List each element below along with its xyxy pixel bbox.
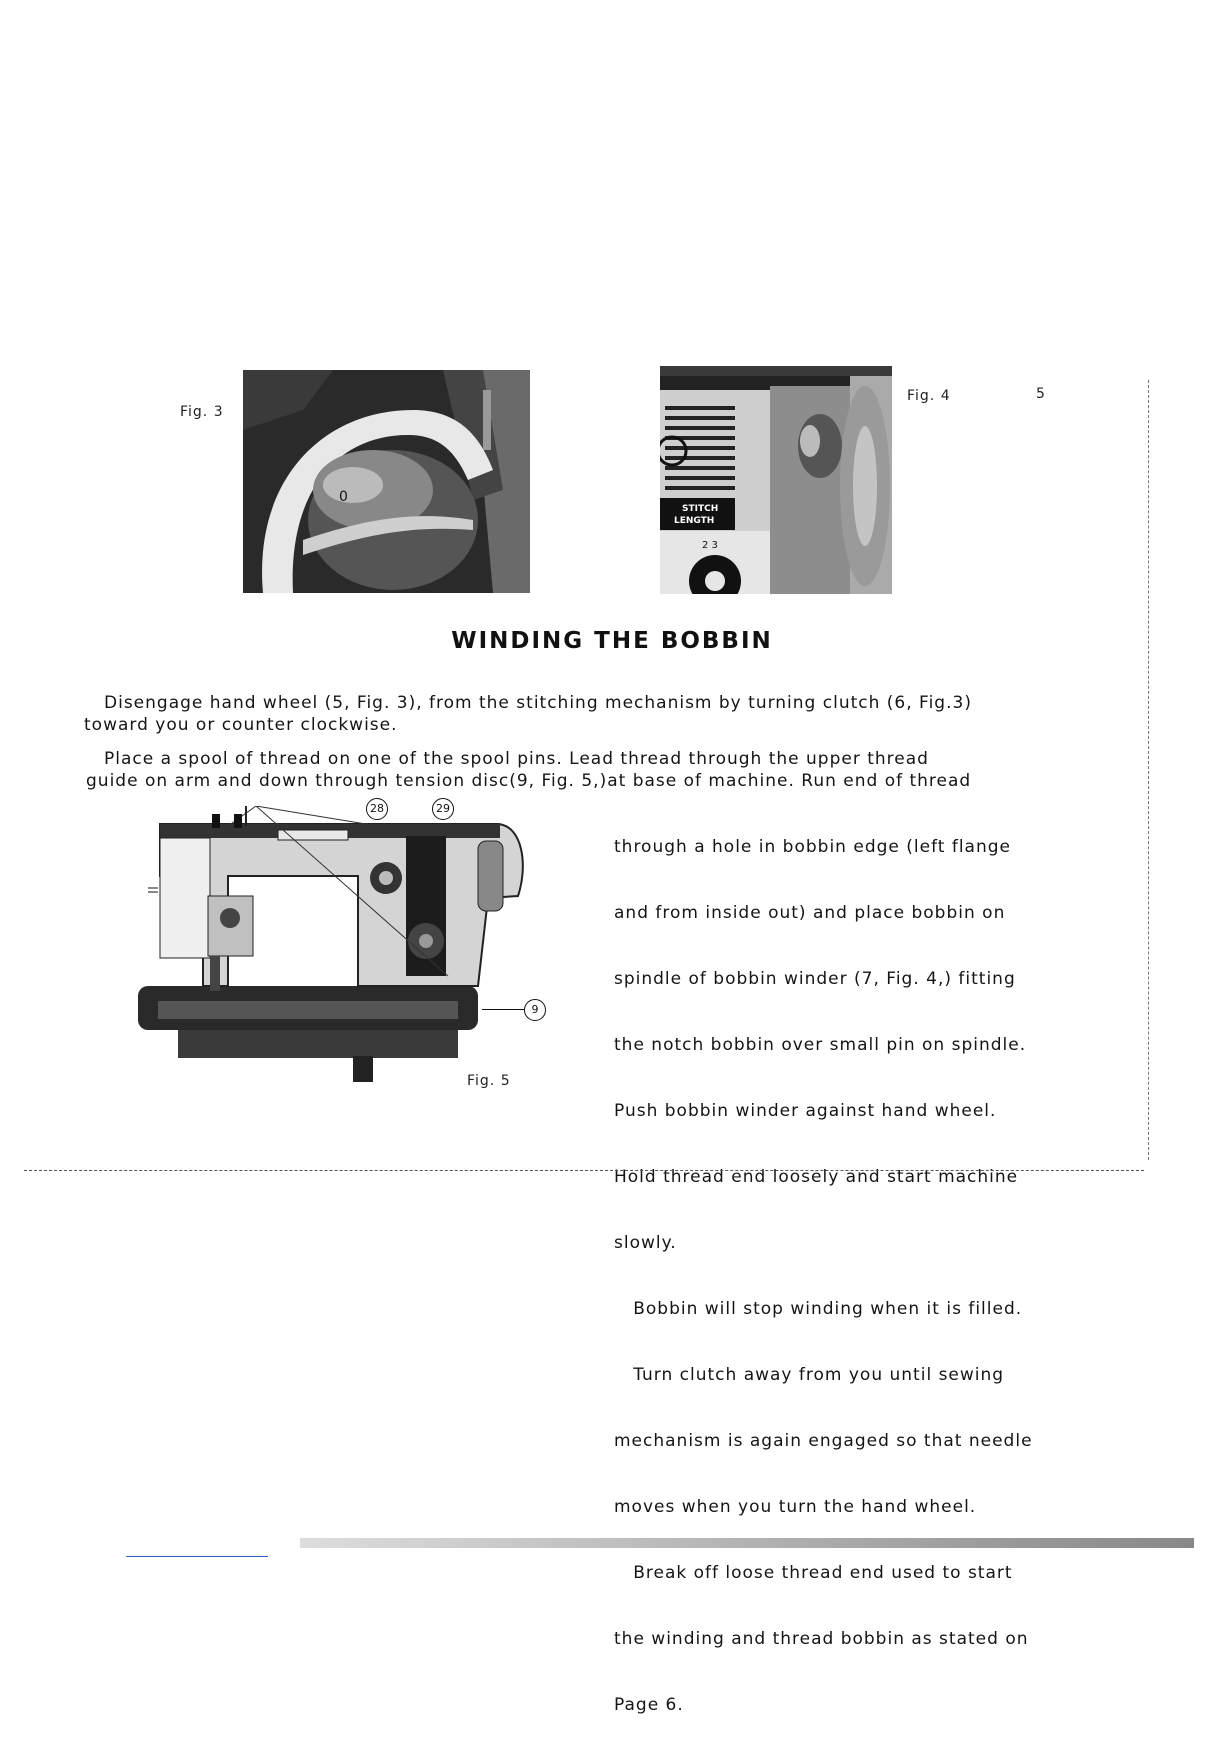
- fig5-photo: [138, 806, 528, 1088]
- right-column-text: [614, 792, 1054, 1738]
- right-edge-rule: [1148, 380, 1149, 1160]
- paragraph-2-line-2: guide on arm and down through tension disc(9, Fig. 5,)at base of machine. Run end of thread: [86, 771, 972, 791]
- paragraph-1-line-1: Disengage hand wheel (5, Fig. 3), from the stitching mechanism by turning clutch (6, Fig.3): [104, 693, 972, 713]
- right-col-line: Break off loose thread end used to start: [614, 1563, 1013, 1583]
- right-col-line: the winding and thread bobbin as stated on: [614, 1629, 1029, 1649]
- fig4-photo: [660, 366, 892, 594]
- right-col-line: and from inside out) and place bobbin on: [614, 903, 1006, 923]
- fig3-label: Fig. 3: [180, 404, 224, 420]
- bottom-rule: [24, 1170, 1144, 1171]
- right-col-line: mechanism is again engaged so that needle: [614, 1431, 1033, 1451]
- callout-28: 28: [366, 798, 388, 820]
- paragraph-2-line-1: Place a spool of thread on one of the spool pins. Lead thread through the upper thread: [104, 749, 929, 769]
- bobbin-winder-illustration: [660, 366, 892, 594]
- hand-wheel-illustration: [243, 370, 530, 593]
- fig3-photo: [243, 370, 530, 593]
- right-col-line: spindle of bobbin winder (7, Fig. 4,) fitting: [614, 969, 1016, 989]
- right-col-line: slowly.: [614, 1233, 677, 1253]
- blue-mark: [126, 1556, 268, 1557]
- right-col-line: Page 6.: [614, 1695, 684, 1715]
- right-col-line: Push bobbin winder against hand wheel.: [614, 1101, 997, 1121]
- callout-29: 29: [432, 798, 454, 820]
- right-col-line: moves when you turn the hand wheel.: [614, 1497, 977, 1517]
- right-col-line: Turn clutch away from you until sewing: [614, 1365, 1005, 1385]
- scan-bar: [300, 1538, 1194, 1548]
- length-label: LENGTH: [674, 516, 715, 526]
- callout-9: 9: [524, 999, 546, 1021]
- fig5-label: Fig. 5: [467, 1073, 511, 1089]
- page-number: 5: [1036, 386, 1046, 402]
- right-col-line: the notch bobbin over small pin on spindle.: [614, 1035, 1027, 1055]
- page-title: WINDING THE BOBBIN: [451, 628, 773, 654]
- stitch-dial-digits: 2 3: [702, 540, 718, 551]
- fig4-label: Fig. 4: [907, 388, 951, 404]
- svg-text:0: 0: [339, 489, 348, 505]
- paragraph-1-line-2: toward you or counter clockwise.: [84, 715, 398, 735]
- stitch-label: STITCH: [682, 504, 719, 514]
- right-col-line: Bobbin will stop winding when it is filled.: [614, 1299, 1023, 1319]
- right-col-line: through a hole in bobbin edge (left flange: [614, 837, 1011, 857]
- right-col-line: Hold thread end loosely and start machine: [614, 1167, 1019, 1187]
- sewing-machine-illustration: [138, 806, 528, 1088]
